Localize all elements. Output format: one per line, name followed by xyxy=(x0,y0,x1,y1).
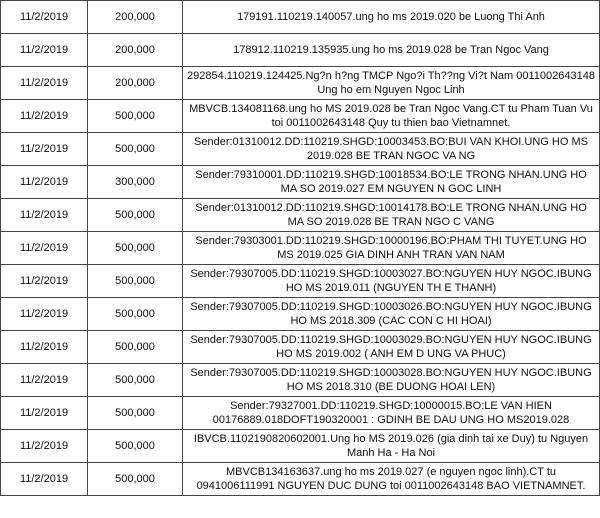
description-cell: Sender:79307005.DD:110219.SHGD:10003026.BO:NGUYEN HUY NGOC.IBUNG HO MS 2018.309 (CAC CON C HI HOAI) xyxy=(183,298,600,331)
amount-cell: 500,000 xyxy=(88,265,183,298)
date-cell: 11/2/2019 xyxy=(1,166,88,199)
description-cell: Sender:79327001.DD:110219.SHGD:10000015.BO:LE VAN HIEN 00176889.018DOFT190320001 : GDINH BE DAU UNG HO MS2019.028 xyxy=(183,397,600,430)
amount-cell: 500,000 xyxy=(88,430,183,463)
table-row xyxy=(1,331,600,364)
table-row xyxy=(1,397,600,430)
amount-cell: 500,000 xyxy=(88,397,183,430)
date-cell: 11/2/2019 xyxy=(1,67,88,100)
date-cell: 11/2/2019 xyxy=(1,232,88,265)
amount-cell: 200,000 xyxy=(88,1,183,34)
amount-cell: 500,000 xyxy=(88,298,183,331)
table-row xyxy=(1,364,600,397)
table-row xyxy=(1,100,600,133)
date-cell: 11/2/2019 xyxy=(1,430,88,463)
amount-cell: 200,000 xyxy=(88,34,183,67)
table-row xyxy=(1,133,600,166)
amount-cell: 200,000 xyxy=(88,67,183,100)
amount-cell: 500,000 xyxy=(88,364,183,397)
table-row xyxy=(1,166,600,199)
date-cell: 11/2/2019 xyxy=(1,199,88,232)
description-cell: Sender:01310012.DD:110219.SHGD:10003453.BO:BUI VAN KHOI.UNG HO MS 2019.028 BE TRAN NGOC VA NG xyxy=(183,133,600,166)
description-cell: Sender:79307005.DD:110219.SHGD:10003027.BO:NGUYEN HUY NGOC.IBUNG HO MS 2019.011 (NGUYEN TH E THANH) xyxy=(183,265,600,298)
table-body xyxy=(1,1,600,496)
table-row xyxy=(1,298,600,331)
description-cell: Sender:79307005.DD:110219.SHGD:10003028.BO:NGUYEN HUY NGOC.IBUNG HO MS 2018.310 (BE DUONG HOAI LEN) xyxy=(183,364,600,397)
description-cell: IBVCB.1102190820602001.Ung ho MS 2019.026 (gia dinh tai xe Duy) tu Nguyen Manh Ha - Ha Noi xyxy=(183,430,600,463)
description-cell: Sender:79310001.DD:110219.SHGD:10018534.BO:LE TRONG NHAN.UNG HO MA SO 2019.027 EM NGUYEN N GOC LINH xyxy=(183,166,600,199)
date-cell: 11/2/2019 xyxy=(1,100,88,133)
description-cell: MBVCB134163637.ung ho ms 2019.027 (e nguyen ngoc linh).CT tu 0941006111991 NGUYEN DUC DUNG toi 0011002643148 BAO VIETNAMNET. xyxy=(183,463,600,496)
table-row xyxy=(1,199,600,232)
amount-cell: 500,000 xyxy=(88,133,183,166)
table-row xyxy=(1,1,600,34)
amount-cell: 500,000 xyxy=(88,100,183,133)
date-cell: 11/2/2019 xyxy=(1,364,88,397)
amount-cell: 500,000 xyxy=(88,232,183,265)
date-cell: 11/2/2019 xyxy=(1,34,88,67)
table-row xyxy=(1,265,600,298)
date-cell: 11/2/2019 xyxy=(1,265,88,298)
table-row xyxy=(1,67,600,100)
description-cell: Sender:79307005.DD:110219.SHGD:10003029.BO:NGUYEN HUY NGOC.IBUNG HO MS 2019.002 ( ANH EM D UNG VA PHUC) xyxy=(183,331,600,364)
table-row xyxy=(1,34,600,67)
date-cell: 11/2/2019 xyxy=(1,298,88,331)
amount-cell: 300,000 xyxy=(88,166,183,199)
table-row xyxy=(1,430,600,463)
date-cell: 11/2/2019 xyxy=(1,331,88,364)
description-cell: Sender:01310012.DD:110219.SHGD:10014178.BO:LE TRONG NHAN.UNG HO MA SO 2019.028 BE TRAN NGO C VANG xyxy=(183,199,600,232)
table-row xyxy=(1,463,600,496)
amount-cell: 500,000 xyxy=(88,463,183,496)
description-cell: 178912.110219.135935.ung ho ms 2019.028 be Tran Ngoc Vang xyxy=(183,34,600,67)
date-cell: 11/2/2019 xyxy=(1,397,88,430)
amount-cell: 500,000 xyxy=(88,331,183,364)
description-cell: 179191.110219.140057.ung ho ms 2019.020 be Luong Thi Anh xyxy=(183,1,600,34)
description-cell: Sender:79303001.DD:110219.SHGD:10000196.BO:PHAM THI TUYET.UNG HO MS 2019.025 GIA DINH ANH TRAN VAN NAM xyxy=(183,232,600,265)
date-cell: 11/2/2019 xyxy=(1,463,88,496)
date-cell: 11/2/2019 xyxy=(1,1,88,34)
amount-cell: 500,000 xyxy=(88,199,183,232)
description-cell: MBVCB.134081168.ung ho MS 2019.028 be Tran Ngoc Vang.CT tu Pham Tuan Vu toi 0011002643148 Quy tu thien bao Vietnamnet. xyxy=(183,100,600,133)
description-cell: 292854.110219.124425.Ng?n h?ng TMCP Ngo?i Th??ng Vi?t Nam 0011002643148 Ung ho em Nguyen Ngoc Linh xyxy=(183,67,600,100)
table-row xyxy=(1,232,600,265)
date-cell: 11/2/2019 xyxy=(1,133,88,166)
